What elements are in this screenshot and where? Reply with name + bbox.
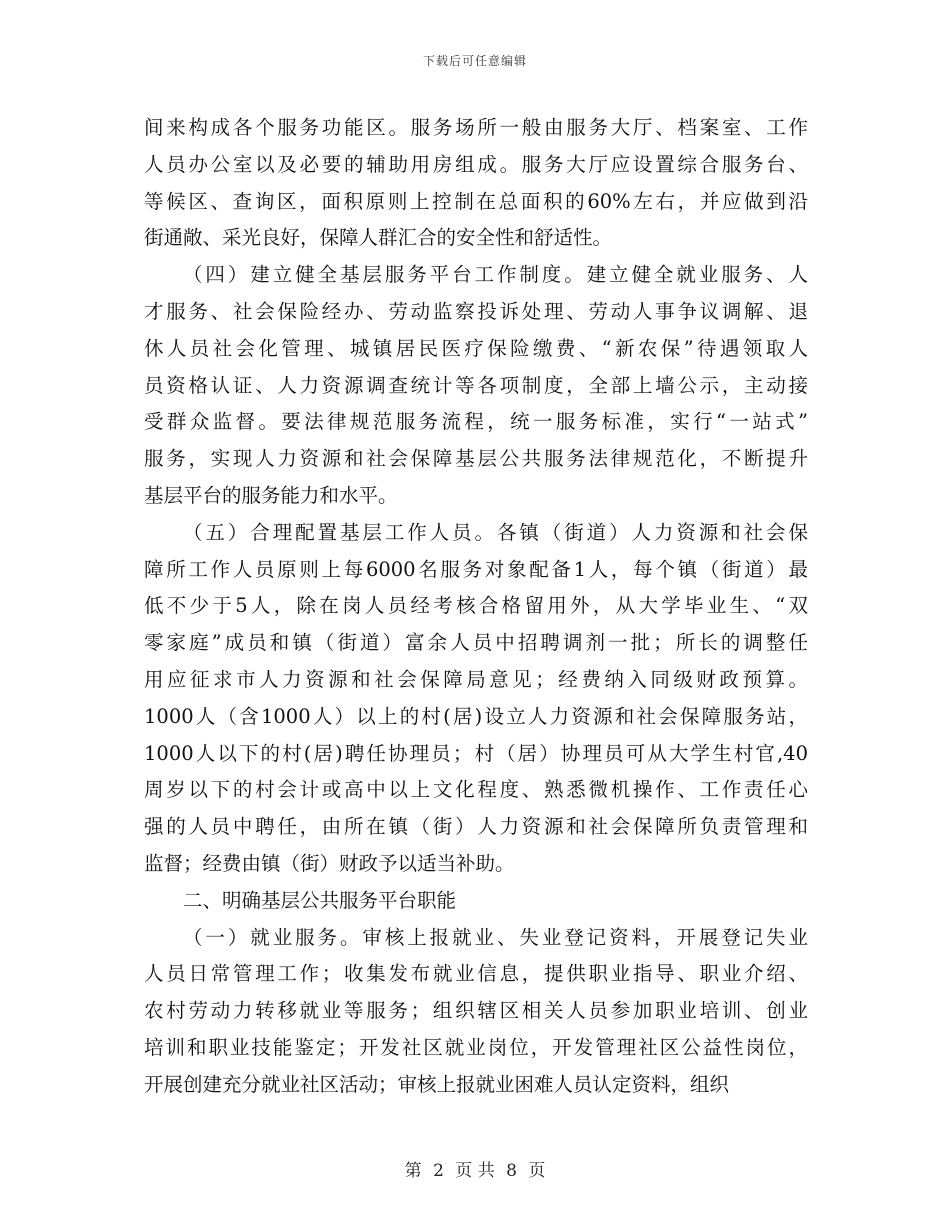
text-line: 监督；经费由镇（街）财政予以适当补助。 [144,851,515,875]
text-line: 周岁以下的村会计或高中以上文化程度、熟悉微机操作、工作责任心 [144,778,808,802]
page-number-suffix: 页 [528,1161,546,1181]
paragraph-p3 [144,515,808,883]
text-line: 等候区、查询区，面积原则上控制在总面积的60%左右，并应做到沿 [144,189,808,213]
text-line: 二、明确基层公共服务平台职能 [183,888,457,912]
text-line: 用应征求市人力资源和社会保障局意见；经费纳入同级财政预算。 [144,667,808,691]
text-line: 员资格认证、人力资源调查统计等各项制度，全部上墙公示，主动接 [144,373,808,397]
paragraph-p5 [144,920,808,1104]
text-line: 1000人以下的村(居)聘任协理员；村（居）协理员可从大学生村官,40 [144,741,808,765]
text-line: （一）就业服务。审核上报就业、失业登记资料，开展登记失业 [183,925,808,949]
paragraph-p1 [144,110,808,257]
text-line: 培训和职业技能鉴定；开发社区就业岗位，开发管理社区公益性岗位， [144,1035,808,1059]
text-line: 开展创建充分就业社区活动；审核上报就业困难人员认定资料，组织 [144,1072,730,1096]
text-line: 人员日常管理工作；收集发布就业信息，提供职业指导、职业介绍、 [144,962,808,986]
text-line: 街通敞、采光良好，保障人群汇合的安全性和舒适性。 [144,226,613,250]
text-line: 才服务、社会保险经办、劳动监察投诉处理、劳动人事争议调解、退 [144,299,808,323]
page-number-prefix: 第 [404,1161,422,1181]
text-line: 农村劳动力转移就业等服务；组织辖区相关人员参加职业培训、创业 [144,999,808,1023]
total-pages-number: 8 [506,1161,517,1181]
page-footer [0,1156,950,1181]
document-body [144,110,808,1104]
text-line: （五）合理配置基层工作人员。各镇（街道）人力资源和社会保 [183,520,808,544]
text-line: （四）建立健全基层服务平台工作制度。建立健全就业服务、人 [183,263,808,287]
text-line: 障所工作人员原则上每6000名服务对象配备1人，每个镇（街道）最 [144,557,808,581]
text-line: 休人员社会化管理、城镇居民医疗保险缴费、“新农保”待遇领取人 [144,336,808,360]
text-line: 受群众监督。要法律规范服务流程，统一服务标准，实行“一站式” [144,410,808,434]
text-line: 服务，实现人力资源和社会保障基层公共服务法律规范化，不断提升 [144,447,808,471]
page-number-mid: 页 共 [455,1161,495,1181]
text-line: 1000人（含1000人）以上的村(居)设立人力资源和社会保障服务站， [144,704,808,728]
paragraph-p2 [144,257,808,515]
text-line: 零家庭”成员和镇（街道）富余人员中招聘调剂一批；所长的调整任 [144,631,808,655]
text-line: 人员办公室以及必要的辅助用房组成。服务大厅应设置综合服务台、 [144,152,808,176]
current-page-number: 2 [433,1161,444,1181]
page-header-note: 下载后可任意编辑 [422,54,527,68]
text-line: 间来构成各个服务功能区。服务场所一般由服务大厅、档案室、工作 [144,116,808,139]
paragraph-p4 [144,883,808,920]
text-line: 基层平台的服务能力和水平。 [144,483,398,507]
text-line: 低不少于5人，除在岗人员经考核合格留用外，从大学毕业生、“双 [144,594,808,618]
text-line: 强的人员中聘任，由所在镇（街）人力资源和社会保障所负责管理和 [144,815,808,839]
